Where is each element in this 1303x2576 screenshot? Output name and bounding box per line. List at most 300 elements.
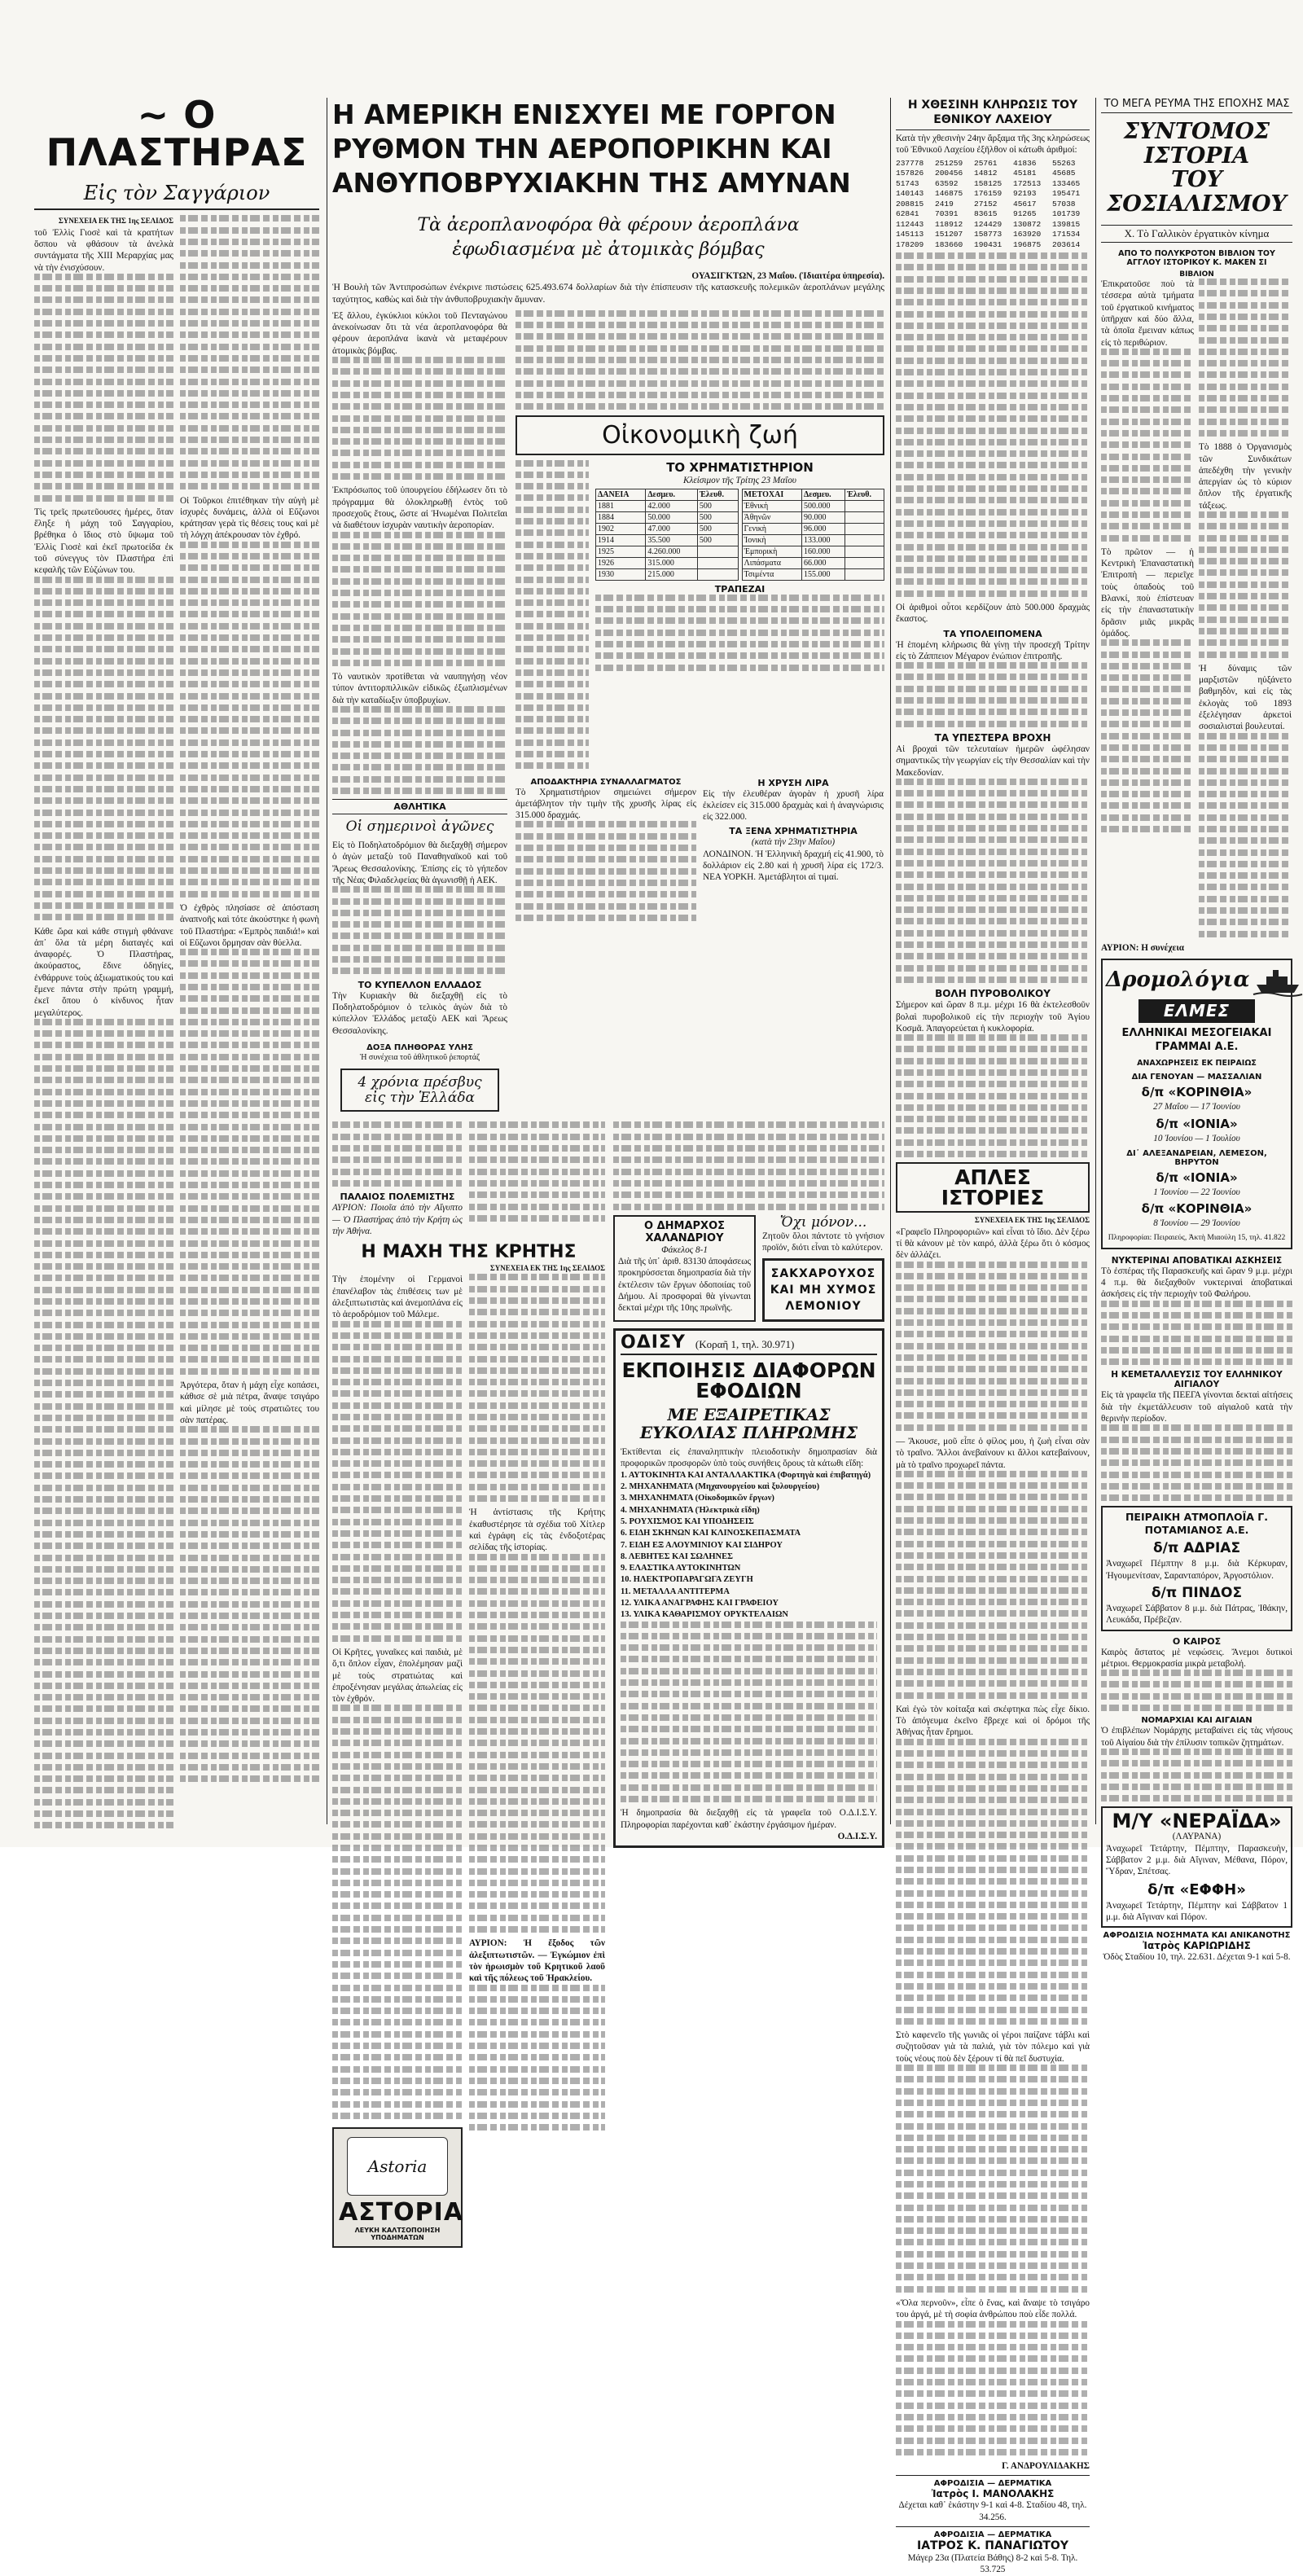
text-block [515,821,696,920]
table-cell: 1925 [596,546,646,557]
exchange-title: ΤΟ ΧΡΗΜΑΤΙΣΤΗΡΙΟΝ [666,459,814,475]
lottery-number: 45685 [1052,169,1076,178]
series-title: ΤΟΥ ΣΟΣΙΑΛΙΣΜΟΥ [1107,167,1287,217]
table-cell: 4.260.000 [646,546,698,557]
ad-text: Ἀναχωρεῖ Σάββατον 8 μ.μ. διὰ Πάτρας, Ἰθάκην, Λευκάδα, Πρέβεζαν. [1106,1603,1288,1626]
lottery-number: 51743 [896,178,919,188]
lottery-number: 251259 [935,158,963,168]
text-block [469,1274,605,1502]
signature: Γ. ΑΝΔΡΟΥΛΙΔΑΚΗΣ [1002,2461,1090,2472]
paragraph: Ἐκτίθενται εἰς ἐπαναληπτικὴν πλειοδοτικὴν δημοπρασίαν διὰ προφορικῶν προσφορῶν ὑπὸ τοὺς συνήθεις ὅρους τὰ κάτωθι εἴδη: [621,1447,877,1469]
lottery-number: 57038 [1052,199,1076,208]
lottery-number: 92193 [1013,189,1037,199]
text-block [180,215,319,489]
text-block [896,662,1090,726]
text-block [332,886,507,974]
box-line: 4 χρόνια πρέσβυς [358,1074,482,1091]
column-rule [890,98,891,1824]
list-item: 10. ΗΛΕΚΤΡΟΠΑΡΑΓΩΓΑ ΖΕΥΓΗ [621,1575,753,1585]
paragraph: Ἡ ἑπομένη κλήρωσις θὰ γίνῃ τὴν προσεχῆ Τρίτην εἰς τὸ Ζάππειον Μέγαρον ἐνώπιον ἐπιτροπῆς. [896,639,1090,661]
series-title: ΣΥΝΤΟΜΟΣ ΙΣΤΟΡΙΑ [1123,119,1270,169]
text-block [621,1622,877,1802]
paragraph: — Ἄκουσε, μοῦ εἶπε ὁ φίλος μου, ἡ ζωὴ εἶναι σὰν τὸ τραῖνο. Ἄλλοι ἀνεβαίνουν κι ἄλλοι κατεβαίνουν, μὰ τὸ τραῖνο προχωρεῖ πάντα. [896,1437,1090,1470]
ship-name: δ/π «ΚΟΡΙΝΘΙΑ» [1141,1201,1253,1217]
derm-ad [896,2530,1090,2576]
table-row [742,523,884,534]
table-cell: Ἰονικὴ [742,534,802,546]
astoria-ad [332,2127,463,2248]
paragraph: Τὸ ναυτικὸν προτίθεται νὰ ναυπηγήσῃ νέον τύπον ἀντιτορπιλλικῶν εἰδικῶς ἐξωπλισμένων διὰ τὴν καταδίωξιν ὑποβρυχίων. [332,672,507,705]
routes-title: Δρομολόγια [1106,967,1250,992]
table-cell [845,568,884,580]
list-item: 1. ΑΥΤΟΚΙΝΗΤΑ ΚΑΙ ΑΝΤΑΛΛΑΚΤΙΚΑ (Φορτηγὰ καὶ ἐπιβατηγά) [621,1470,871,1480]
table-row [596,500,739,511]
ad-text: Δέχεται καθ᾽ ἑκάστην 9-1 καὶ 4-8. Σταδίου 48, τηλ. 34.256. [898,2500,1087,2522]
column-rule [1095,98,1096,1824]
list-item: 4. ΜΗΧΑΝΗΜΑΤΑ (Ἠλεκτρικὰ εἴδη) [621,1505,760,1515]
ad-title: ΣΑΚΧΑΡΟΥΧΟΣ ΚΑΙ ΜΗ ΧΥΜΟΣ ΛΕΜΟΝΙΟΥ [770,1267,877,1314]
lottery-number: 237778 [896,158,924,168]
route-title: ΔΙ᾽ ΑΛΕΞΑΝΔΡΕΙΑΝ, ΛΕΜΕΣΟΝ, ΒΗΡΥΤΟΝ [1126,1148,1267,1167]
list-item: 11. ΜΕΤΑΛΛΑ ΑΝΤΙΤΕΡΜΑ [621,1586,730,1596]
paragraph: ΑΥΡΙΟΝ: Ποιοῖα ἀπὸ τὴν Αἴγυπτο — Ὁ Πλαστήρας ἀπὸ τὴν Κρήτη ὡς τὴν Ἀθήνα. [332,1203,463,1236]
table-cell: 133.000 [802,534,845,546]
lottery-number: 133465 [1052,178,1081,188]
lottery-number: 139815 [1052,219,1081,229]
table-cell: 35.500 [646,534,698,546]
list-item: 5. ΡΟΥΧΙΣΜΟΣ ΚΑΙ ΥΠΟΔΗΣΕΙΣ [621,1516,754,1526]
notice-title: Ο ΔΗΜΑΡΧΟΣ ΧΑΛΑΝΔΡΙΟΥ [644,1219,725,1244]
paragraph: Ζητοῦν ὅλοι πάντοτε τὸ γνήσιον προϊόν, διότι εἶναι τὸ καλύτερον. [762,1231,884,1253]
stories-header [896,1162,1090,1213]
text-block [896,779,1090,983]
table-cell [697,546,738,557]
ad-name: Ἰατρὸς Ι. ΜΑΝΟΛΑΚΗΣ [931,2488,1055,2500]
company-address: Πληροφορίαι: Πειραιεύς, Ἀκτὴ Μιαούλη 15, τηλ. 41.822 [1108,1234,1286,1243]
paragraph: ΛΟΝΔΙΝΟΝ. Ἡ Ἑλληνικὴ δραχμή εἰς 41.900, τὸ δολλάριον εἰς 2.80 καὶ ἡ χρυσῆ λίρα εἰς 172/3. ΝΕΑ ΥΟΡΚΗ. Ἀμετάβλητοι αἱ τιμαί. [703,849,884,883]
text-block [332,1121,463,1186]
table-cell [845,546,884,557]
org-address: (Κοραῆ 1, τηλ. 30.971) [695,1338,795,1351]
table-row [742,557,884,568]
paragraph: Καιρὸς ἄστατος μὲ νεφώσεις. Ἄνεμοι δυτικοὶ μέτριοι. Θερμοκρασία μικρὰ μεταβολή. [1101,1647,1292,1669]
lottery-number: 62841 [896,209,919,219]
section-title: ΝΥΚΤΕΡΙΝΑΙ ΑΠΟΒΑΤΙΚΑΙ ΑΣΚΗΣΕΙΣ [1111,1255,1283,1266]
table-cell: 1926 [596,557,646,568]
divider [34,208,319,210]
table-cell [845,523,884,534]
table-row [742,546,884,557]
paragraph: Τὸ πρῶτον — ἡ Κεντρικὴ Ἐπαναστατικὴ Ἐπιτροπὴ — περιεῖχε τοὺς ὀπαδοὺς τοῦ Βλανκί, ποὺ ἐπίστευαν εἰς τὴν ἐπαναστατικὴν δρᾶσιν μιᾶς μικρᾶς ὁμάδος. [1101,546,1194,639]
article-subtitle: Εἰς τὸν Σαγγάριον [83,182,270,204]
paragraph: Τὸ 1888 ὁ Ὀργανισμὸς τῶν Συνδικάτων ἀπεδέχθη τὴν γενικὴν ἀπεργίαν ὡς τὸ κύριον ὅπλον τῆς ἐργατικῆς τάξεως. [1199,442,1292,511]
table-cell: 1881 [596,500,646,511]
paragraph: Ἀργότερα, ὅταν ἡ μάχη εἶχε κοπάσει, κάθισε σὲ μιὰ πέτρα, ἄναψε τσιγάρο καὶ μίλησε μὲ τοὺς στρατιῶτες του σὰν πατέρας. [180,1380,319,1425]
table-cell: 155.000 [802,568,845,580]
text-block [1199,279,1292,437]
paragraph: ΑΥΡΙΟΝ: Η συνέχεια [1101,942,1185,953]
series-banner: ΤΟ ΜΕΓΑ ΡΕΥΜΑ ΤΗΣ ΕΠΟΧΗΣ ΜΑΣ [1101,98,1292,113]
table-cell [845,557,884,568]
table-header: ΜΕΤΟΧΑΙ [742,489,802,500]
text-block [1101,349,1194,542]
section-title: Οἱ σημερινοὶ ἀγῶνες [345,818,494,836]
lottery-number: 176159 [974,189,1002,199]
lottery-number: 163920 [1013,230,1042,239]
lottery-number: 45181 [1013,169,1037,178]
text-block [1199,733,1292,937]
ad-name: ΙΑΤΡΟΣ Κ. ΠΑΝΑΓΙΩΤΟΥ [917,2539,1068,2553]
text-block [1101,1301,1292,1365]
section-label: ΒΙΒΛΙΟΝ [1179,270,1214,279]
table-row [596,534,739,546]
table-cell: Ἐθνικὴ [742,500,802,511]
lottery-number: 158125 [974,178,1002,188]
text-block [332,706,507,794]
lottery-number: 157826 [896,169,924,178]
table-row [596,511,739,523]
company-name: ΕΛΛΗΝΙΚΑΙ ΜΕΣΟΓΕΙΑΚΑΙ ΓΡΑΜΜΑΙ Α.Ε. [1121,1027,1272,1054]
ship-dates: 10 Ἰουνίου — 1 Ἰουλίου [1153,1133,1240,1143]
paragraph: Ἐπικρατοῦσε ποὺ τὰ τέσσερα αὐτὰ τμήματα τοῦ ἐργατικοῦ κινήματος ὑπῆρχαν καὶ δύο ἄλλα, τὰ ὁποῖα ἔμειναν κάπως εἰς τὸ περιθώριον. [1101,279,1194,348]
lottery-number: 146875 [935,189,963,199]
paragraph: Εἰς τὰ γραφεῖα τῆς ΠΕΕΓΑ γίνονται δεκταὶ αἰτήσεις διὰ τὴν ἐκμετάλλευσιν τοῦ αἰγιαλοῦ κατὰ τὴν θερινὴν περίοδον. [1101,1390,1292,1424]
list-item: 8. ΛΕΒΗΤΕΣ ΚΑΙ ΣΩΛΗΝΕΣ [621,1551,733,1561]
paragraph: Διὰ τῆς ὑπ᾽ ἀριθ. 83130 ἀποφάσεως προκηρύσσεται δημοπρασία διὰ τὴν ἐκτέλεσιν τῶν ἔργων ὁδοποιίας τοῦ Δήμου. Αἱ προσφοραὶ θὰ γίνωνται δεκταὶ μέχρι τῆς 10ης πρωϊνῆς. [618,1257,751,1314]
list-item: 2. ΜΗΧΑΝΗΜΑΤΑ (Μηχανουργείου καὶ ξυλουργείου) [621,1482,820,1492]
list-item: 13. ΥΛΙΚΑ ΚΑΘΑΡΙΣΜΟΥ ΟΡΥΚΤΕΛΑΙΩΝ [621,1610,788,1620]
ship-name: δ/π «ΙΟΝΙΑ» [1156,1170,1238,1185]
lottery-number: 171534 [1052,230,1081,239]
paragraph: Ἡ δημοπρασία θὰ διεξαχθῇ εἰς τὰ γραφεῖα τοῦ Ο.Δ.Ι.Σ.Υ. Πληροφορίαι παρέχονται καθ᾽ ἑκάστην ἐργάσιμον ἡμέραν. [621,1808,877,1830]
column-socialism [1101,98,1292,1963]
ship-name: δ/π «ΚΟΡΙΝΘΙΑ» [1141,1085,1253,1100]
table-cell: 315.000 [646,557,698,568]
table-cell: 500 [697,523,738,534]
table-cell [845,500,884,511]
table-row [742,568,884,580]
lottery-number: 158773 [974,230,1002,239]
section-title: ΝΟΜΑΡΧΙΑΙ ΚΑΙ ΑΙΓΑΙΑΝ [1141,1716,1253,1726]
lottery-number: 140143 [896,189,924,199]
lead-paragraph: Ἡ Βουλὴ τῶν Ἀντιπροσώπων ἐνέκρινε πιστώσεις 625.493.674 δολλαρίων διὰ τὴν ἐπίσπευσιν τῆς κατασκευῆς πολεμικῶν ἀεροπλάνων μεγάλης ταχύτητος, καθὼς καὶ διὰ τὴν ἀνθυποβρυχιακὴν ἄμυναν. [332,283,884,305]
text-block [896,2321,1090,2455]
article-title: ~ Ο ΠΛΑΣΤΗΡΑΣ [46,93,308,174]
paragraph: Ἡ δύναμις τῶν μαρξιστῶν ηὐξάνετο βαθμηδὸν, καὶ εἰς τὰς ἐκλογὰς τοῦ 1893 ἐξελέγησαν ἀρκετοὶ σοσιαλισταὶ βουλευταί. [1199,663,1292,732]
byline: ΑΠΟ ΤΟ ΠΟΛΥΚΡΟΤΟΝ ΒΙΒΛΙΟΝ ΤΟΥ ΑΓΓΛΟΥ ΙΣΤΟΡΙΚΟΥ Κ. ΜΑΚΕΝ ΣΙ [1118,249,1275,268]
ad-text: Ἀναχωρεῖ Τετάρτην, Πέμπτην, Παρασκευὴν, Σάββατον 2 μ.μ. διὰ Αἴγιναν, Μέθανα, Πόρον, Ὕδραν, Σπέτσας. [1106,1843,1288,1877]
stories-title: ΑΠΛΕΣ ΙΣΤΟΡΙΕΣ [941,1165,1045,1210]
lottery-number: 45617 [1013,199,1037,208]
ship-subtitle: (ΛΑΥΡΑΝΑ) [1172,1832,1222,1842]
text-block [896,1262,1090,1431]
ad-title: ΑΦΡΟΔΙΣΙΑ ΝΟΣΗΜΑΤΑ ΚΑΙ ΑΝΙΚΑΝΟΤΗΣ [1103,1931,1291,1941]
signature: ΠΑΛΑΙΟΣ ΠΟΛΕΜΙΣΤΗΣ [340,1191,455,1203]
text-block [1101,1424,1292,1501]
paragraph: Αἱ βροχαὶ τῶν τελευταίων ἡμερῶν ὠφέλησαν σημαντικῶς τὴν γεωργίαν εἰς τὴν Θεσσαλίαν καὶ τὴν Μακεδονίαν. [896,744,1090,778]
text-block [896,252,1090,597]
paragraph: Τὴν Κυριακὴν θὰ διεξαχθῇ εἰς τὸ Ποδηλατοδρόμιον ὁ τελικὸς ἀγὼν διὰ τὸ κύπελλον Ἑλλάδος μεταξὺ ΑΕΚ καὶ Ἄρεως Θεσσαλονίκης. [332,990,507,1036]
paragraph: Κατὰ τὴν χθεσινὴν 24ην ἄρξαμα τῆς 3ης κληρώσεως τοῦ Ἐθνικοῦ Λαχείου ἐξῆλθον οἱ κάτωθι ἀριθμοί: [896,134,1090,156]
lottery-number: 208815 [896,199,924,208]
lottery-number: 200456 [935,169,963,178]
text-block [180,542,319,897]
text-block [1101,1670,1292,1711]
loans-table [595,489,739,581]
list-item: 7. ΕΙΔΗ ΕΞ ΑΛΟΥΜΙΝΙΟΥ ΚΑΙ ΣΙΔΗΡΟΥ [621,1540,783,1550]
text-block [332,1321,463,1642]
lottery-number: 196875 [1013,239,1042,249]
text-block [896,1471,1090,1699]
shipping-ad [1101,959,1292,1249]
table-cell: 42.000 [646,500,698,511]
text-block [896,1739,1090,2025]
ad-title: ΑΣΤΟΡΙΑ [339,2197,464,2227]
paragraph: «Γραφεῖο Πληροφοριῶν» καὶ εἶναι τὸ ἴδιο. Δὲν ξέρω τί θὰ κάνουν μὲ τὸν καιρό, ἀλλὰ ξέρω ὅτι ὁ κόσμος δὲν ἀλλάζει. [896,1227,1090,1261]
ad-title: ΑΦΡΟΔΙΣΙΑ — ΔΕΡΜΑΤΙΚΑ [933,2479,1052,2489]
text-block [469,1985,605,2131]
main-subhead: Τὰ ἀεροπλανοφόρα θὰ φέρουν ἀεροπλάνα ἐφωδιασμένα μὲ ἀτομικὰς βόμβας [417,215,800,260]
steamship-ad [1101,1506,1292,1630]
section-title: Ο ΚΑΙΡΟΣ [1172,1635,1222,1647]
table-cell: 66.000 [802,557,845,568]
lottery-title: Η ΧΘΕΣΙΝΗ ΚΛΗΡΩΣΙΣ ΤΟΥ ΕΘΝΙΚΟΥ ΛΑΧΕΙΟΥ [907,99,1078,126]
table-cell: 1902 [596,523,646,534]
text-block [34,274,173,502]
lottery-number: 91265 [1013,209,1037,219]
table-row [742,500,884,511]
notice-subtitle: ΜΕ ΕΞΑΙΡΕΤΙΚΑΣ ΕΥΚΟΛΙΑΣ ΠΛΗΡΩΜΗΣ [639,1405,858,1443]
text-block [515,460,589,770]
table-cell: 160.000 [802,546,845,557]
table-cell: Ἐμπορικὴ [742,546,802,557]
ship-dates: 1 Ἰουνίου — 22 Ἰουνίου [1153,1187,1240,1197]
lottery-number: 178209 [896,239,924,249]
lottery-number: 101739 [1052,209,1081,219]
lottery-number: 145113 [896,230,924,239]
ship-icon [1253,963,1302,996]
lottery-number: 41836 [1013,158,1037,168]
text-block [595,595,884,671]
lottery-number: 172513 [1013,178,1042,188]
ship-dates: 8 Ἰουνίου — 29 Ἰουνίου [1153,1218,1240,1229]
section-title: Η ΧΡΥΣΗ ΛΙΡΑ [757,777,829,788]
column-main [332,98,884,2241]
continued-note: ΣΥΝΕΧΕΙΑ ΕΚ ΤΗΣ 1ης ΣΕΛΙΔΟΣ [58,217,173,226]
neraida-ad [1101,1806,1292,1928]
ad-title: Ὄχι μόνον... [779,1213,867,1231]
company-name: ΠΕΙΡΑΙΚΗ ΑΤΜΟΠΛΟΪΑ Γ. ΠΟΤΑΜΙΑΝΟΣ Α.Ε. [1125,1511,1269,1537]
ship-name: δ/π ΑΔΡΙΑΣ [1152,1540,1241,1557]
paragraph: Κάθε ὥρα καὶ κάθε στιγμὴ φθάνανε ἀπ᾽ ὅλα τὰ μέρη διαταγές καὶ ἀναφορές. Ὁ Πλαστήρας, ἀκούραστος, ἔδινε ὁδηγίες, ἐνθάρρυνε τοὺς ἀξιωματικούς του καὶ ἔμενε πάντα στὴν πρώτη γραμμή, ἐκεῖ ὅπου ὁ κίνδυνος ἦταν μεγαλύτερος. [34,926,173,1018]
continued-note: ΣΥΝΕΧΕΙΑ ΕΚ ΤΗΣ 1ης ΣΕΛΙΔΟΣ [489,1264,605,1273]
text-block [332,357,507,480]
ship-dates: 27 Μαΐου — 17 Ἰουνίου [1153,1102,1240,1112]
text-block [180,949,319,1375]
boxed-notice [340,1069,499,1112]
notice-title: ΕΚΠΟΙΗΣΙΣ ΔΙΑΦΟΡΩΝ ΕΦΟΔΙΩΝ [621,1358,876,1403]
lottery-number: 25761 [974,158,998,168]
box-line: εἰς τὴν Ἑλλάδα [364,1089,476,1106]
supplies-list [621,1470,877,1622]
table-cell: Γενικὴ [742,523,802,534]
paragraph: Εἰς τὸ Ποδηλατοδρόμιον θὰ διεξαχθῇ σήμερον ὁ ἀγὼν μεταξὺ τοῦ Παναθηναϊκοῦ καὶ τοῦ Ἄρεως Θεσσαλονίκης. Ἐπίσης εἰς τὸ γήπεδον τῆς Νέας Φιλαδελφείας θὰ ἀγωνισθῇ ἡ ΑΕΚ. [332,840,507,885]
table-row [596,557,739,568]
text-block [515,310,884,410]
table-cell: 47.000 [646,523,698,534]
table-cell: 500 [697,500,738,511]
section-title: Η ΚΕΜΕΤΑΛΛΕΥΣΙΣ ΤΟΥ ΕΛΛΗΝΙΚΟΥ ΑΙΓΙΑΛΟΥ [1111,1370,1283,1390]
lottery-number: 130872 [1013,219,1042,229]
lottery-number: 63592 [935,178,959,188]
logo-text: ΕΛΜΕΣ [1163,1001,1231,1021]
ship-name: δ/π «ΙΟΝΙΑ» [1156,1116,1238,1131]
table-row [596,523,739,534]
text-block [896,2065,1090,2293]
section-title: ΤΑ ΞΕΝΑ ΧΡΗΜΑΤΙΣΤΗΡΙΑ [729,826,858,837]
text-block [613,1121,884,1209]
stocks-table [742,489,885,581]
lottery-number: 83615 [974,209,998,219]
section-title: ΒΟΛΗ ΠΥΡΟΒΟΛΙΚΟΥ [935,988,1051,1000]
paragraph: Ὁ ἐπιβλέπων Νομάρχης μεταβαίνει εἰς τὰς νήσους τοῦ Αἰγαίου διὰ τὴν ἐπίλυσιν τοπικῶν ζητημάτων. [1101,1726,1292,1748]
derm-ad [896,2479,1090,2523]
section-title: ΤΑ ΥΠΕΣΤΕΡΑ ΒΡΟΧΗ [934,731,1051,744]
paragraph: Τὶς τρεῖς πρωτεῦουσες ἡμέρες, ὅταν ἔληξε ἡ μάχη τοῦ Σαγγαρίου, βρέθηκα ὁ ἴδιος στὸ ὕψωμα τοῦ Ἐλλὶς Γιοσὲ καὶ ἐκεῖ πρωτοείδα ἐκ τοῦ σύνεγγυς τὸν Πλαστήρα ἐπὶ κεφαλῆς τῶν Εὐζώνων του. [34,507,173,576]
signature: Ο.Δ.Ι.Σ.Υ. [837,1831,877,1841]
table-header: Ἐλευθ. [697,489,738,500]
caption: (κατὰ τὴν 23ην Μαΐου) [751,837,836,848]
list-item: 6. ΕΙΔΗ ΣΚΗΝΩΝ ΚΑΙ ΚΛΙΝΟΣΚΕΠΑΣΜΑΤΑ [621,1529,801,1538]
text-block [180,1426,319,1782]
chapter-title: Χ. Τὸ Γαλλικὸν ἐργατικὸν κίνημα [1101,225,1292,243]
table-cell: 1914 [596,534,646,546]
ad-title: ΑΦΡΟΔΙΣΙΑ — ΔΕΡΜΑΤΙΚΑ [933,2530,1052,2540]
paragraph: Ἡ ἀντίστασις τῆς Κρήτης ἐκαθυστέρησε τὰ σχέδια τοῦ Χίτλερ καὶ ἐγράφη εἰς τὰς ἐνδοξοτέρας σελίδας τῆς ἱστορίας. [469,1507,605,1553]
lottery-number: 118912 [935,219,963,229]
municipality-notice [613,1215,756,1322]
derm-ad [1101,1931,1292,1963]
table-cell: Ἀθηνῶν [742,511,802,523]
text-block [34,1019,173,1421]
economy-box [515,415,884,455]
crete-title: Η ΜΑΧΗ ΤΗΣ ΚΡΗΤΗΣ [361,1242,577,1263]
paragraph: Τὸ Χρηματιστήριον σημειώνει σήμερον ἀμετάβλητον τὴν τιμὴν τῆς χρυσῆς λίρας εἰς 315.000 δραχμάς. [515,787,696,821]
text-block [1199,511,1292,658]
ad-logo-text: Astoria [367,2156,428,2176]
section-title: ΑΠΟΔΑΚΤΗΡΙΑ ΣΥΝΑΛΛΑΓΜΑΤΟΣ [530,777,682,787]
table-header: Ἐλευθ. [845,489,884,500]
paragraph: Εἰς τὴν ἐλευθέραν ἀγορὰν ἡ χρυσῆ λίρα ἐκλείσεν εἰς 315.000 δραχμὰς καὶ ἡ ἀναγνώρισις εἰς 322.000. [703,788,884,823]
lottery-number: 124429 [974,219,1002,229]
table-cell: Λιπάσματα [742,557,802,568]
text-block [1101,1749,1292,1801]
text-block [1101,639,1194,832]
text-block [469,1121,605,1221]
ad-text: Ἀναχωρεῖ Τετάρτην, Πέμπτην καὶ Σάββατον 1 μ.μ. διὰ Αἴγιναν καὶ Πόρον. [1106,1900,1288,1922]
route-title: ΔΙΑ ΓΕΝΟΥΑΝ — ΜΑΣΣΑΛΙΑΝ [1131,1073,1262,1082]
table-cell: 215.000 [646,568,698,580]
list-item: 3. ΜΗΧΑΝΗΜΑΤΑ (Οἰκοδομικῶν ἔργων) [621,1494,774,1503]
economy-title: Οἰκονομικὴ ζωή [602,420,798,450]
table-row [742,511,884,523]
odisy-notice [613,1328,884,1848]
table-cell [845,511,884,523]
table-cell: 50.000 [646,511,698,523]
main-headline: Η ΑΜΕΡΙΚΗ ΕΝΙΣΧΥΕΙ ΜΕ ΓΟΡΓΟΝ ΡΥΘΜΟΝ ΤΗΝ ΑΕΡΟΠΟΡΙΚΗΝ ΚΑΙ ΑΝΘΥΠΟΒΡΥΧΙΑΚΗΝ ΤΗΣ ΑΜΥΝΑΝ [332,99,851,199]
table-header: Δεσμευ. [802,489,845,500]
table-row [596,568,739,580]
table-cell: Τσιμέντα [742,568,802,580]
section-title: ΤΑ ΥΠΟΛΕΙΠΟΜΕΝΑ [943,628,1042,639]
ad-text: Ὁδὸς Σταδίου 10, τηλ. 22.631. Δέχεται 9-1 καὶ 5-8. [1103,1952,1291,1963]
dateline: ΟΥΑΣΙΓΚΤΩΝ, 23 Μαΐου. (Ἰδιαιτέρα ὑπηρεσία). [691,271,884,281]
continued-note: ΣΥΝΕΧΕΙΑ ΕΚ ΤΗΣ 1ης ΣΕΛΙΔΟΣ [974,1216,1090,1225]
ad-text: Ἀναχωρεῖ Πέμπτην 8 μ.μ. διὰ Κέρκυραν, Ἠγουμενίτσαν, Σαρανταπόρον, Ἀργοστόλιον. [1106,1559,1288,1581]
paragraph: Στὸ καφενεῖο τῆς γωνιᾶς οἱ γέροι παίζανε τάβλι καὶ συζητοῦσαν γιὰ τὰ παλιά, γιὰ τὸν πόλεμο καὶ γιὰ τοὺς νέους ποὺ δὲν ξέρουν τί θὰ πεῖ δυστυχία. [896,2030,1090,2064]
caption: Ἡ συνέχεια τοῦ ἀθλητικοῦ ῥεπορτάζ [359,1052,480,1062]
section-title: ΔΟΞΑ ΠΛΗΘΟΡΑΣ ΥΛΗΣ [366,1042,473,1052]
paragraph: Οἱ ἀριθμοὶ οὗτοι κερδίζουν ἀπὸ 500.000 δραχμὰς ἕκαστος. [896,603,1090,625]
lottery-number: 183660 [935,239,963,249]
shoe-box-icon [347,2137,448,2196]
section-title: ΤΟ ΚΥΠΕΛΛΟΝ ΕΛΛΑΔΟΣ [358,979,482,990]
table-cell: 500.000 [802,500,845,511]
table-cell: 90.000 [802,511,845,523]
lottery-number: 195471 [1052,189,1081,199]
ad-subtitle: ΛΕΥΚΗ ΚΑΛΤΣΟΠΟΙΗΣΗ ΥΠΟΔΗΜΑΤΩΝ [354,2226,441,2241]
ship-name: δ/π ΠΙΝΔΟΣ [1151,1584,1243,1601]
text-block [332,1705,463,2118]
notice-subtitle: Φάκελος 8-1 [661,1244,708,1255]
company-logo [1138,999,1255,1023]
lottery-number: 2419 [935,199,954,208]
lottery-number: 203614 [1052,239,1081,249]
ad-name: Ἰατρὸς ΚΑΡΙΩΡΙΔΗΣ [1143,1940,1251,1952]
lottery-number: 151207 [935,230,963,239]
paragraph: Τὴν ἑπομένην οἱ Γερμανοὶ ἐπανέλαβον τὰς ἐπιθέσεις των μὲ ἀλεξιπτωτιστὰς καὶ ἀνεμοπλάνα εἰς τὸ ἀεροδρόμιον τοῦ Μάλεμε. [332,1275,463,1320]
table-row [596,546,739,557]
table-cell: 1884 [596,511,646,523]
text-block [332,532,507,666]
paragraph: «Ὅλα περνοῦν», εἶπε ὁ ἕνας, καὶ ἄναψε τὸ τσιγάρο του ἀργά, μὲ τὴ σοφία ἀνθρώπου ποὺ εἶδε πολλά. [896,2297,1090,2320]
table-header: ΔΑΝΕΙΑ [596,489,646,500]
paragraph: Ὁ ἐχθρὸς πλησίασε σὲ ἀπόσταση ἀναπνοῆς καὶ τότε ἀκούστηκε ἡ φωνὴ τοῦ Πλαστήρα: «Ἐμπρὸς παιδιά!» καὶ οἱ Εὔζωνοι ὅρμησαν σὰν θύελλα. [180,902,319,948]
section-title: ΑΝΑΧΩΡΗΣΕΙΣ ΕΚ ΠΕΙΡΑΙΩΣ [1137,1059,1257,1069]
paragraph: Σήμερον καὶ ὥραν 8 π.μ. μέχρι 16 θὰ ἐκτελεσθοῦν βολαὶ πυροβολικοῦ εἰς τὴν περιοχὴν τοῦ Ἁγίου Κοσμᾶ. Ἀπαγορεύεται ἡ κυκλοφορία. [896,1000,1090,1033]
table-cell: 500 [697,534,738,546]
table-cell [697,568,738,580]
lottery-number: 27152 [974,199,998,208]
text-block [34,577,173,921]
lottery-numbers [896,159,1090,251]
table-cell: 96.000 [802,523,845,534]
paragraph: Ἐκπρόσωπος τοῦ ὑπουργείου ἐδήλωσεν ὅτι τὸ πρόγραμμα θὰ ὁλοκληρωθῇ ἐντὸς τοῦ προσεχοῦς ἔτους, ὥστε αἱ Ἡνωμέναι Πολιτεῖαι νὰ διαθέτουν ἰσχυρὰν ναυτικὴν ἀεροπορίαν. [332,485,507,531]
ad-text: Μάγερ 23α (Πλατεία Βάθης) 8-2 καὶ 5-8. Τηλ. 53.725 [907,2553,1078,2575]
paragraph: Ἐξ ἄλλου, ἐγκύκλιοι κύκλοι τοῦ Πενταγώνου ἀνεκοίνωσαν ὅτι τὰ νέα ἀεροπλανοφόρα θὰ φέρουν ἀεροπλάνα ἱκανὰ νὰ μεταφέρουν ἀτομικὰς βόμβας. [332,310,507,356]
lottery-number: 70391 [935,209,959,219]
section-label: ΑΘΛΗΤΙΚΑ [332,799,507,814]
column-plastiras [34,81,319,1832]
paragraph: Τὸ ἐσπέρας τῆς Παρασκευῆς καὶ ὥραν 9 μ.μ. μέχρι 4 π.μ. θὰ διεξαχθοῦν νυκτεριναὶ ἀποβατικαὶ ἀσκήσεις εἰς τὴν περιοχὴν τοῦ Φαλήρου. [1101,1266,1292,1300]
table-cell: 1930 [596,568,646,580]
paragraph: ΑΥΡΙΟΝ: Ἡ ἔξοδος τῶν ἀλεξιπτωτιστῶν. — Ἐγκώμιον ἐπὶ τὸν ἡρωισμὸν τοῦ Κρητικοῦ λαοῦ καὶ τῆς πόλεως τοῦ Ἡρακλείου. [469,1938,605,1984]
lottery-number: 14812 [974,169,998,178]
paragraph: Οἱ Τοῦρκοι ἐπιτέθηκαν τὴν αὐγὴ μὲ ἰσχυρὲς δυνάμεις, ἀλλὰ οἱ Εὔζωνοι κράτησαν γερὰ τὶς θέσεις τους καὶ μὲ τὴ λόγχη ἀπέκρουσαν τὸν ἐχθρό. [180,495,319,541]
text-block [34,1426,173,1828]
ship-name: δ/π «ΕΦΦΗ» [1147,1880,1246,1898]
table-cell [845,534,884,546]
